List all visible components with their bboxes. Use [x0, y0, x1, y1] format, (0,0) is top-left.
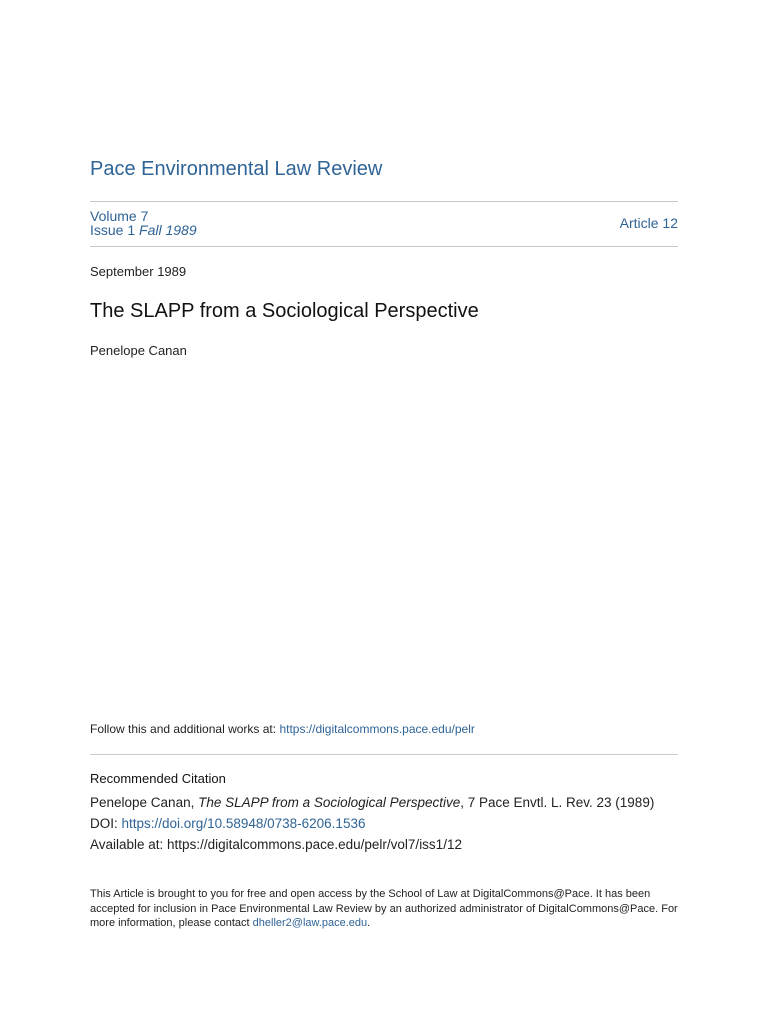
citation-title: The SLAPP from a Sociological Perspective [198, 795, 461, 810]
citation-block [90, 792, 654, 855]
follow-link[interactable]: https://digitalcommons.pace.edu/pelr [279, 722, 475, 736]
citation-rule [90, 754, 678, 755]
header-top-rule [90, 201, 678, 202]
issue-season-link[interactable]: Fall 1989 [139, 222, 197, 238]
citation-author: Penelope Canan, [90, 795, 199, 810]
follow-text: Follow this and additional works at: [90, 722, 280, 736]
journal-title-link[interactable]: Pace Environmental Law Review [90, 158, 383, 180]
citation-line [90, 792, 654, 813]
available-at: Available at: https://digitalcommons.pace.edu/pelr/vol7/iss1/12 [90, 837, 462, 852]
header-bottom-rule [90, 246, 678, 247]
citation-source: , 7 Pace Envtl. L. Rev. 23 (1989) [460, 795, 655, 810]
doi-line [90, 813, 654, 834]
follow-line [90, 722, 475, 736]
article-title: The SLAPP from a Sociological Perspective [90, 300, 479, 322]
contact-email-link[interactable]: dheller2@law.pace.edu [252, 917, 368, 929]
recommended-citation-heading: Recommended Citation [90, 771, 226, 786]
article-author: Penelope Canan [90, 343, 187, 358]
issue-link[interactable]: Issue 1 [90, 222, 136, 238]
footer-notice [90, 887, 680, 931]
doi-link[interactable]: https://doi.org/10.58948/0738-6206.1536 [121, 816, 366, 831]
doi-label: DOI: [90, 816, 122, 831]
publication-date: September 1989 [90, 264, 187, 279]
article-number-link[interactable]: Article 12 [619, 215, 678, 231]
footer-end: . [367, 917, 371, 929]
footer-text: This Article is brought to you for free and open access by the School of Law at DigitalCommons@Pace. It has been accepted for inclusion in Pace Environmental Law Review by an authorized administrator of DigitalCommons@Pace. For more information, please contact [90, 888, 678, 929]
volume-issue-block [90, 209, 197, 237]
volume-link[interactable]: Volume 7 [90, 208, 149, 224]
